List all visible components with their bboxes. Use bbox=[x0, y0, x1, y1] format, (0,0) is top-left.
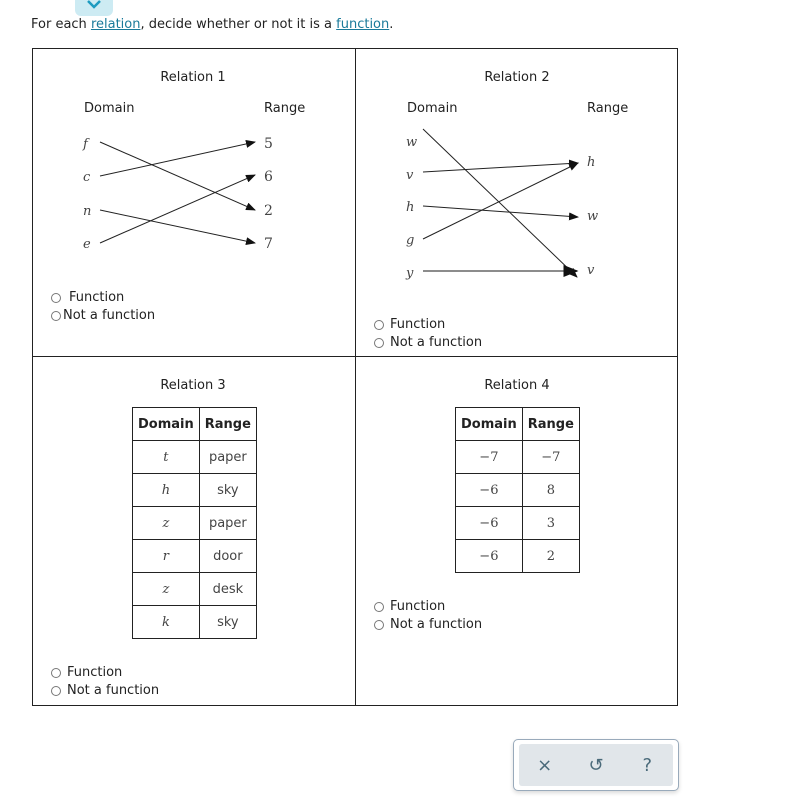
help-button[interactable]: ? bbox=[642, 754, 653, 776]
domain-cell: z bbox=[133, 573, 200, 606]
table-row bbox=[456, 474, 580, 507]
option-label: Not a function bbox=[390, 335, 483, 350]
table-row bbox=[133, 573, 257, 606]
radio-circle bbox=[374, 602, 384, 612]
domain-cell: r bbox=[133, 540, 200, 573]
option-label: Not a function bbox=[63, 308, 156, 323]
domain-item: n bbox=[83, 204, 92, 219]
radio-circle bbox=[51, 668, 61, 678]
table-row bbox=[133, 606, 257, 639]
column-header: Range bbox=[199, 408, 256, 441]
domain-cell: h bbox=[133, 474, 200, 507]
range-cell: sky bbox=[199, 474, 256, 507]
relation-title: Relation 1 bbox=[160, 70, 226, 85]
domain-cell: −7 bbox=[456, 441, 523, 474]
domain-cell: z bbox=[133, 507, 200, 540]
range-label: Range bbox=[587, 101, 629, 116]
radio-circle bbox=[374, 320, 384, 330]
not-function-radio[interactable] bbox=[374, 335, 482, 350]
function-radio[interactable] bbox=[51, 665, 122, 680]
not-function-radio[interactable] bbox=[374, 617, 482, 632]
relation-title: Relation 2 bbox=[484, 70, 550, 85]
function-radio[interactable] bbox=[51, 290, 124, 305]
clear-button[interactable]: × bbox=[537, 754, 553, 776]
not-function-radio[interactable] bbox=[51, 683, 159, 698]
column-header: Domain bbox=[133, 408, 200, 441]
range-cell: desk bbox=[199, 573, 256, 606]
function-link[interactable]: function bbox=[336, 17, 390, 32]
domain-item: w bbox=[406, 135, 418, 150]
instruction-text: . bbox=[389, 17, 394, 32]
domain-item: c bbox=[83, 170, 91, 185]
range-cell: sky bbox=[199, 606, 256, 639]
relation-2-panel bbox=[356, 49, 678, 356]
range-cell: 8 bbox=[522, 474, 579, 507]
table-row bbox=[133, 474, 257, 507]
domain-label: Domain bbox=[84, 101, 135, 116]
option-label: Function bbox=[67, 665, 123, 680]
column-header: Domain bbox=[456, 408, 523, 441]
domain-cell: −6 bbox=[456, 540, 523, 573]
range-label: Range bbox=[264, 101, 306, 116]
range-item: 7 bbox=[264, 236, 273, 252]
option-label: Not a function bbox=[67, 683, 160, 698]
relation-title: Relation 3 bbox=[160, 378, 226, 393]
domain-cell: −6 bbox=[456, 474, 523, 507]
domain-item: e bbox=[83, 237, 91, 252]
range-cell: 2 bbox=[522, 540, 579, 573]
range-item: w bbox=[587, 209, 599, 224]
not-function-radio[interactable] bbox=[51, 308, 155, 323]
instructions bbox=[31, 17, 393, 32]
column-header: Range bbox=[522, 408, 579, 441]
function-radio[interactable] bbox=[374, 599, 445, 614]
relation-link[interactable]: relation bbox=[90, 17, 141, 32]
relations-grid bbox=[32, 48, 678, 706]
range-item: 6 bbox=[264, 169, 273, 185]
function-radio[interactable] bbox=[374, 317, 445, 332]
range-cell: −7 bbox=[522, 441, 579, 474]
table-row bbox=[133, 507, 257, 540]
table-row bbox=[133, 441, 257, 474]
undo-button[interactable]: ↺ bbox=[588, 754, 604, 776]
domain-label: Domain bbox=[407, 101, 458, 116]
range-item: 5 bbox=[264, 136, 273, 152]
option-label: Function bbox=[69, 290, 125, 305]
option-label: Function bbox=[390, 317, 446, 332]
domain-cell: k bbox=[133, 606, 200, 639]
instruction-text: For each bbox=[31, 17, 91, 32]
mapping-arrows bbox=[356, 49, 678, 356]
relation-4-panel bbox=[356, 357, 678, 707]
relation-table bbox=[455, 407, 580, 573]
radio-circle bbox=[51, 686, 61, 696]
range-cell: paper bbox=[199, 507, 256, 540]
relation-table bbox=[132, 407, 257, 639]
range-cell: 3 bbox=[522, 507, 579, 540]
collapse-button[interactable] bbox=[75, 0, 113, 16]
range-cell: paper bbox=[199, 441, 256, 474]
range-item: v bbox=[587, 263, 595, 278]
toolbar-inner bbox=[519, 744, 673, 786]
table-row bbox=[133, 540, 257, 573]
radio-circle bbox=[374, 620, 384, 630]
relation-3-panel bbox=[33, 357, 355, 707]
domain-item: f bbox=[83, 137, 88, 152]
domain-cell: t bbox=[133, 441, 200, 474]
table-row bbox=[456, 507, 580, 540]
domain-cell: −6 bbox=[456, 507, 523, 540]
instruction-text: , decide whether or not it is a bbox=[140, 17, 337, 32]
option-label: Function bbox=[390, 599, 446, 614]
radio-circle bbox=[51, 311, 61, 321]
answer-toolbar bbox=[513, 739, 679, 791]
range-item: 2 bbox=[264, 203, 273, 219]
table-row bbox=[456, 540, 580, 573]
radio-circle bbox=[374, 338, 384, 348]
domain-item: y bbox=[406, 266, 414, 281]
domain-item: v bbox=[406, 168, 414, 183]
range-cell: door bbox=[199, 540, 256, 573]
domain-item: h bbox=[406, 200, 415, 215]
chevron-down-icon bbox=[86, 0, 102, 9]
domain-item: g bbox=[406, 233, 415, 248]
relation-title: Relation 4 bbox=[484, 378, 550, 393]
radio-circle bbox=[51, 293, 61, 303]
option-label: Not a function bbox=[390, 617, 483, 632]
range-item: h bbox=[587, 155, 596, 170]
relation-1-panel bbox=[33, 49, 355, 356]
table-row bbox=[456, 441, 580, 474]
